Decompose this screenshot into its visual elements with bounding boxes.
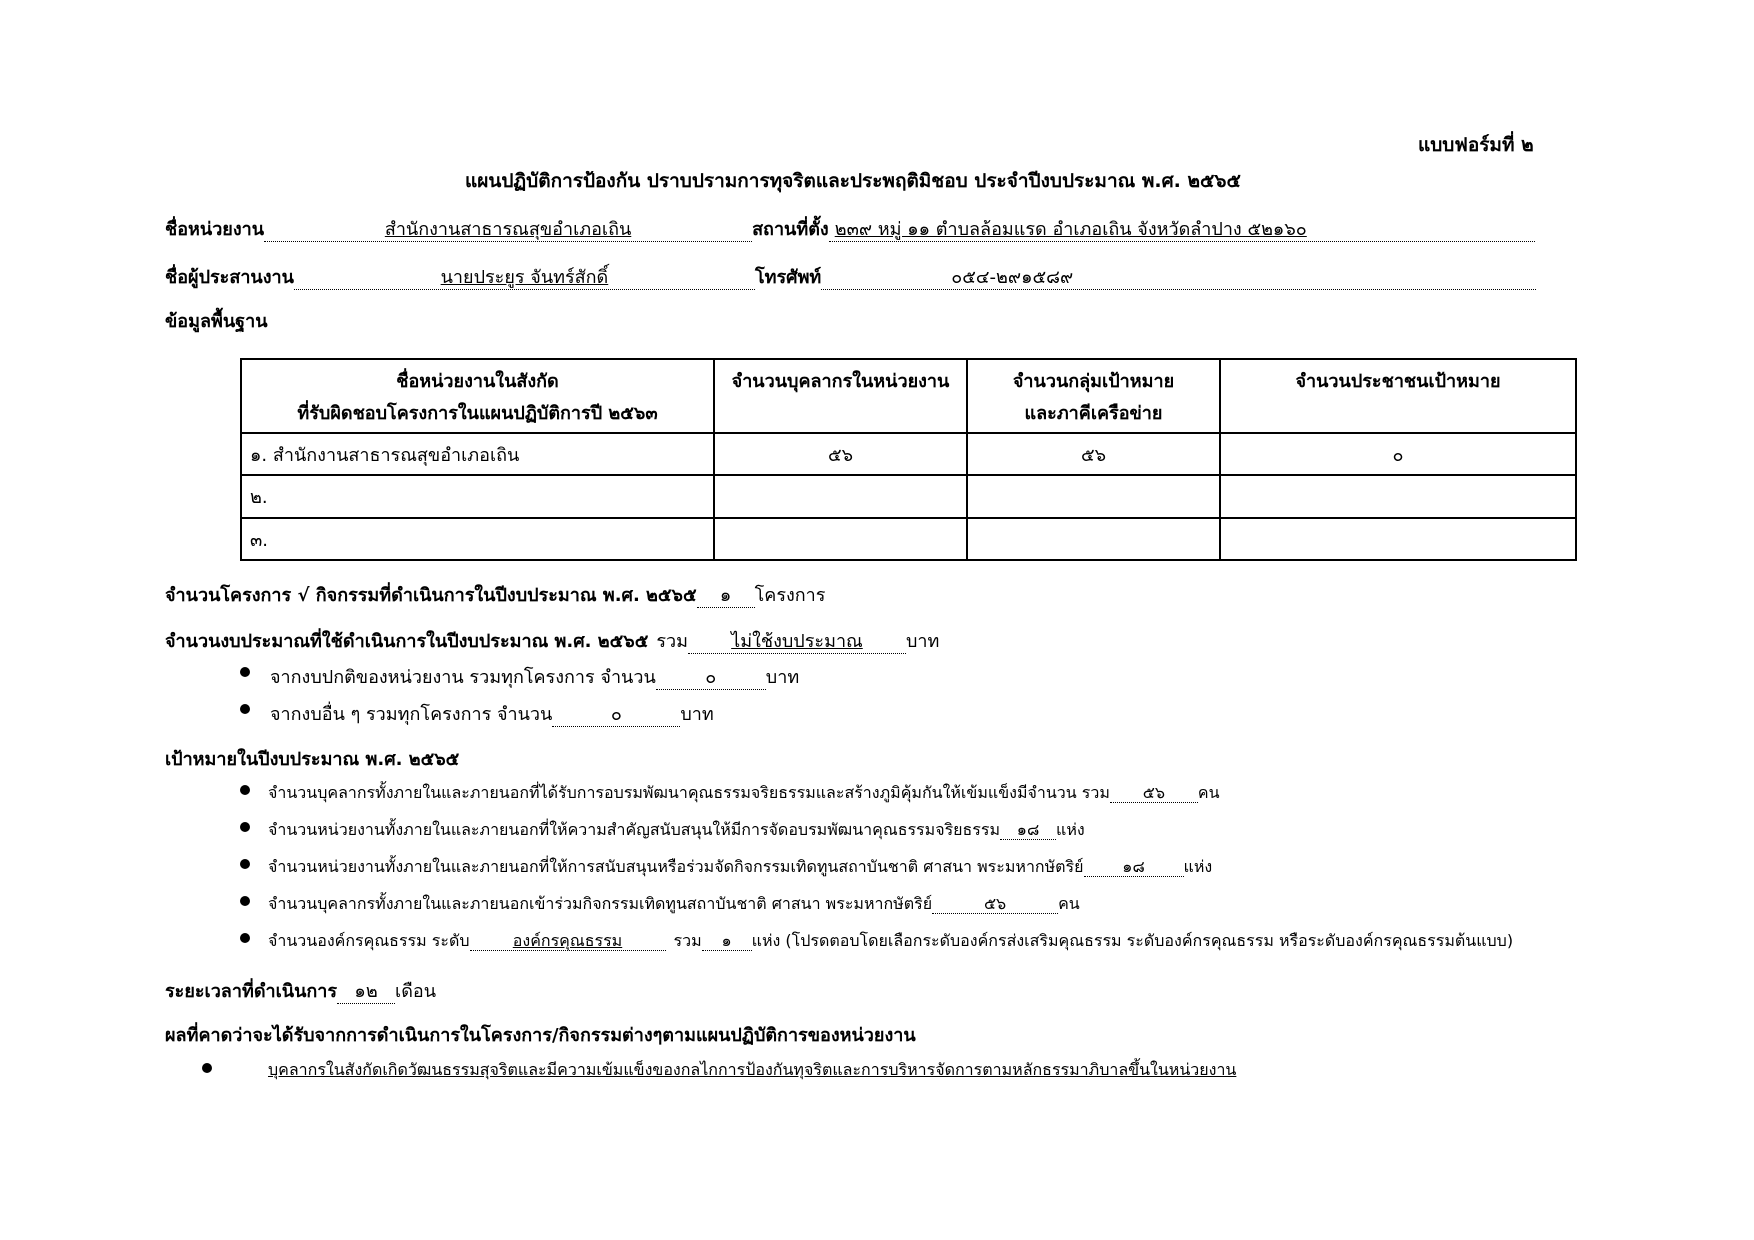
budget-item-label: จากงบอื่น ๆ รวมทุกโครงการ จำนวน	[270, 704, 553, 725]
budget-item-field: ๐	[656, 668, 766, 690]
target-item-unit: คน	[1197, 783, 1220, 802]
duration-label: ระยะเวลาที่ดำเนินการ	[165, 981, 338, 1002]
cell-target-public: ๐	[1220, 433, 1576, 475]
target-item-label: จำนวนบุคลากรทั้งภายในและภายนอกเข้าร่วมกิจกรรมเทิดทูนสถาบันชาติ ศาสนา พระมหากษัตริย์	[268, 894, 933, 913]
duration-field: ๑๒	[337, 982, 395, 1004]
target-item-unit: แห่ง	[1056, 820, 1085, 839]
table-row	[241, 433, 1576, 475]
budget-item-unit: บาท	[765, 667, 800, 688]
budget-item-row	[270, 699, 714, 728]
phone-label: โทรศัพท์	[754, 267, 822, 288]
location-field: ๒๓๙ หมู่ ๑๑ ตำบลล้อมแรด อำเภอเถิน จังหวัดลำปาง ๕๒๑๖๐	[829, 220, 1535, 242]
target-item-row	[268, 818, 1085, 843]
projects-row	[165, 580, 825, 609]
cell-agency: ๑. สำนักงานสาธารณสุขอำเภอเถิน	[241, 433, 714, 475]
target-item-row	[268, 892, 1080, 917]
org-row	[268, 929, 1513, 954]
target-item-field: ๕๖	[1110, 784, 1198, 803]
cell-target-group: ๕๖	[967, 433, 1220, 475]
budget-label: จำนวนงบประมาณที่ใช้ดำเนินการในปีงบประมาณ พ.ศ. ๒๕๖๕	[165, 631, 649, 652]
duration-unit: เดือน	[395, 981, 437, 1002]
page-title: แผนปฏิบัติการป้องกัน ปราบปรามการทุจริตและประพฤติมิชอบ ประจำปีงบประมาณ พ.ศ. ๒๕๖๕	[465, 170, 1241, 192]
cell-staff	[714, 475, 967, 518]
budget-total-word: รวม	[656, 631, 688, 652]
projects-field: ๑	[697, 586, 755, 608]
budget-unit: บาท	[905, 631, 940, 652]
projects-unit: โครงการ	[754, 585, 826, 606]
bullet-icon	[240, 822, 250, 832]
basic-info-table	[240, 358, 1577, 561]
cell-agency: ๒.	[241, 475, 714, 518]
cell-target-group	[967, 475, 1220, 518]
org-count-field: ๑	[702, 932, 752, 951]
header-agency: ชื่อหน่วยงานในสังกัด ที่รับผิดชอบโครงการในแผนปฏิบัติการปี ๒๕๖๓	[241, 359, 714, 433]
org-label: จำนวนองค์กรคุณธรรม ระดับ	[268, 931, 470, 950]
projects-label: จำนวนโครงการ √ กิจกรรมที่ดำเนินการในปีงบประมาณ พ.ศ. ๒๕๖๕	[165, 585, 697, 606]
agency-label: ชื่อหน่วยงาน	[165, 219, 265, 240]
target-item-row	[268, 855, 1212, 880]
cell-staff: ๕๖	[714, 433, 967, 475]
target-item-field: ๑๘	[1000, 821, 1056, 840]
target-item-unit: คน	[1058, 894, 1080, 913]
bullet-icon	[240, 933, 250, 943]
header-staff: จำนวนบุคลากรในหน่วยงาน	[714, 359, 967, 433]
cell-target-public	[1220, 475, 1576, 518]
agency-row	[165, 214, 1535, 243]
location-label: สถานที่ตั้ง	[752, 219, 829, 240]
duration-row	[165, 976, 436, 1005]
org-total-word: รวม	[673, 931, 702, 950]
table-row	[241, 475, 1576, 518]
target-item-label: จำนวนหน่วยงานทั้งภายในและภายนอกที่ให้ความสำคัญสนับสนุนให้มีการจัดอบรมพัฒนาคุณธรรมจริยธรรม	[268, 820, 1001, 839]
expected-item: บุคลากรในสังกัดเกิดวัฒนธรรมสุจริตและมีความเข้มแข็งของกลไกการป้องกันทุจริตและการบริหารจัดการตามหลักธรรมาภิบาลขึ้นในหน่วยงาน	[268, 1060, 1237, 1079]
bullet-icon	[240, 667, 250, 677]
form-number: แบบฟอร์มที่ ๒	[1418, 134, 1534, 156]
budget-field: ไม่ใช้งบประมาณ	[688, 632, 906, 654]
budget-item-row	[270, 662, 799, 691]
cell-agency: ๓.	[241, 518, 714, 560]
budget-item-label: จากงบปกติของหน่วยงาน รวมทุกโครงการ จำนวน	[270, 667, 656, 688]
phone-field: ๐๕๔-๒๙๑๕๘๙	[821, 268, 1536, 290]
target-item-label: จำนวนหน่วยงานทั้งภายในและภายนอกที่ให้การสนับสนุนหรือร่วมจัดกิจกรรมเทิดทูนสถาบันชาติ ศาสนา พระมหากษัตริย์	[268, 857, 1084, 876]
bullet-icon	[240, 785, 250, 795]
cell-target-group	[967, 518, 1220, 560]
coordinator-row	[165, 262, 1536, 291]
table-row	[241, 518, 1576, 560]
cell-staff	[714, 518, 967, 560]
budget-row	[165, 626, 939, 655]
bullet-icon	[202, 1063, 212, 1073]
table-header-row	[241, 359, 1576, 433]
agency-field: สำนักงานสาธารณสุขอำเภอเถิน	[264, 220, 752, 242]
org-level-field: องค์กรคุณธรรม	[470, 932, 666, 951]
bullet-icon	[240, 704, 250, 714]
basic-info-label: ข้อมูลพื้นฐาน	[165, 311, 268, 332]
org-unit: แห่ง (โปรดตอบโดยเลือกระดับองค์กรส่งเสริมคุณธรรม ระดับองค์กรคุณธรรม หรือระดับองค์กรคุณธรรมต้นแบบ)	[751, 931, 1514, 950]
budget-item-field: ๐	[552, 705, 680, 727]
coordinator-label: ชื่อผู้ประสานงาน	[165, 267, 294, 288]
target-item-row	[268, 781, 1220, 806]
header-target-group: จำนวนกลุ่มเป้าหมาย และภาคีเครือข่าย	[967, 359, 1220, 433]
expected-label: ผลที่คาดว่าจะได้รับจากการดำเนินการในโครงการ/กิจกรรมต่างๆตามแผนปฏิบัติการของหน่วยงาน	[165, 1025, 916, 1046]
targets-label: เป้าหมายในปีงบประมาณ พ.ศ. ๒๕๖๕	[165, 749, 460, 770]
budget-item-unit: บาท	[680, 704, 714, 725]
coordinator-field: นายประยูร จันทร์สักดิ์	[294, 268, 755, 290]
target-item-label: จำนวนบุคลากรทั้งภายในและภายนอกที่ได้รับการอบรมพัฒนาคุณธรรมจริยธรรมและสร้างภูมิคุ้มกันให้เข้มแข็งมีจำนวน รวม	[268, 783, 1110, 802]
header-target-public: จำนวนประชาชนเป้าหมาย	[1220, 359, 1576, 433]
bullet-icon	[240, 859, 250, 869]
target-item-field: ๕๖	[932, 895, 1058, 914]
bullet-icon	[240, 896, 250, 906]
target-item-unit: แห่ง	[1183, 857, 1213, 876]
target-item-field: ๑๘	[1084, 858, 1184, 877]
cell-target-public	[1220, 518, 1576, 560]
